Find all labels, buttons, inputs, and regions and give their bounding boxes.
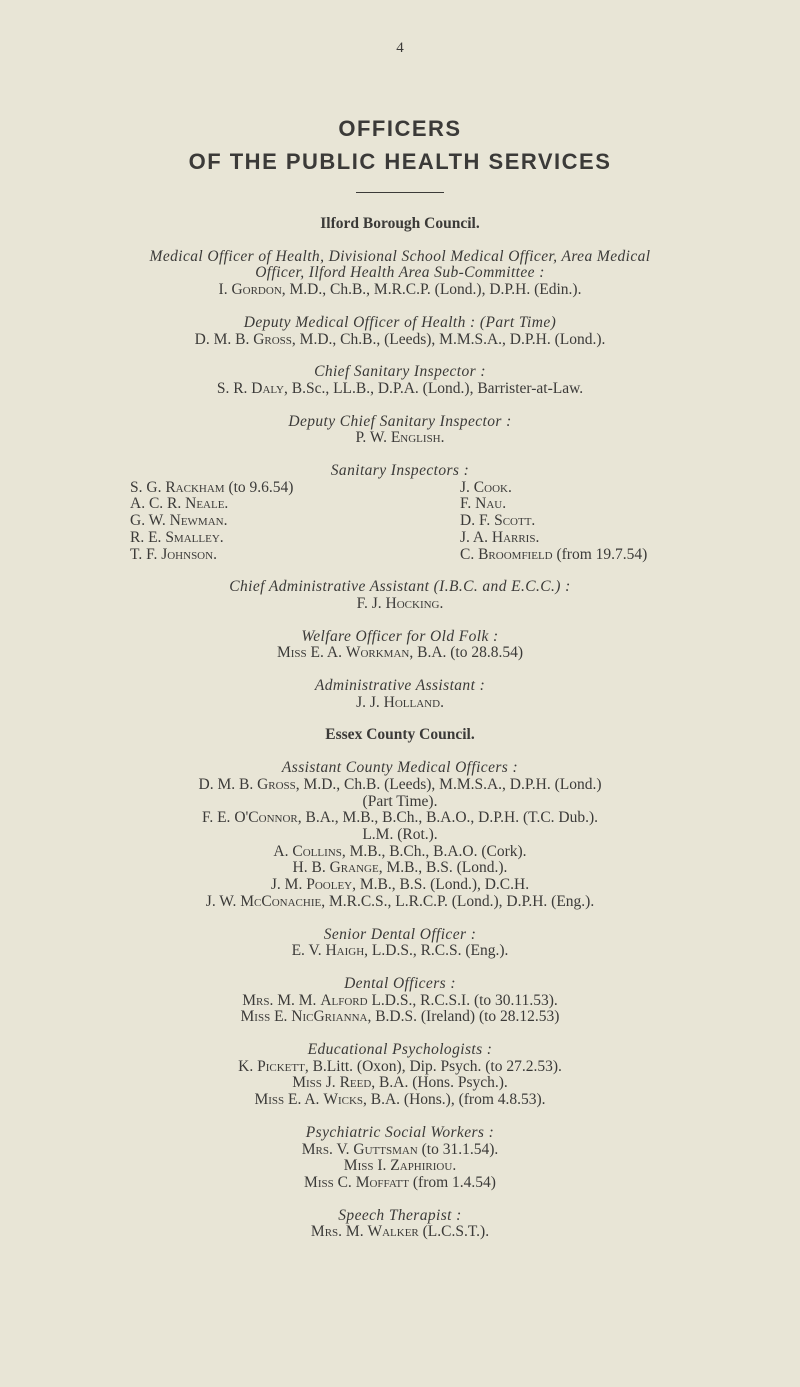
officer-surname: Moffatt [355, 1173, 409, 1191]
officer-text: D. M. B. [198, 775, 258, 793]
officer-text: A. C. R. [130, 495, 186, 513]
officer-text: . [439, 594, 444, 612]
officer-surname: McConachie [240, 892, 322, 910]
officer-group [0, 976, 800, 1026]
officer-entry [0, 1092, 800, 1109]
officer-surname: Wicks [323, 1091, 364, 1109]
officer-entry [0, 794, 800, 811]
officer-surname: Zaphiriou [390, 1157, 453, 1175]
officer-group [0, 678, 800, 711]
officer-entry [0, 894, 800, 911]
officer-surname: Pickett [257, 1057, 305, 1075]
officer-entry [460, 480, 647, 497]
officer-surname: Newman [169, 512, 224, 530]
officer-entry [130, 530, 460, 547]
officer-entry [460, 547, 647, 564]
officer-entry [0, 827, 800, 844]
officer-text: , M.D., Ch.B., (Leeds), M.M.S.A., D.P.H. (Lond.). [291, 330, 606, 348]
officer-entry [130, 496, 460, 513]
officer-entry [0, 844, 800, 861]
officer-text: , M.B., B.S. (Lond.). [378, 859, 508, 877]
officer-surname: Scott [494, 512, 532, 530]
officer-text: T. F. [130, 545, 162, 563]
officer-surname: Mrs [242, 991, 270, 1009]
officer-text: J. W. [205, 892, 241, 910]
officer-surname: Harris [491, 528, 536, 546]
officer-surname: Gordon [231, 281, 282, 299]
officer-text: , M.B., B.S. (Lond.), D.C.H. [352, 876, 530, 894]
officer-text: , B.A. (to 28.8.54) [409, 644, 524, 662]
officer-text: . [224, 495, 229, 513]
officer-text: F. [460, 495, 476, 513]
officer-text: E. V. [291, 942, 326, 960]
officer-entry [0, 877, 800, 894]
officer-text: , B.A. (Hons. Psych.). [371, 1074, 508, 1092]
column [460, 480, 647, 564]
officer-text: (from 1.4.54) [409, 1173, 496, 1191]
divider [356, 192, 444, 193]
officer-surname: Neale [185, 495, 225, 513]
officer-text: . [452, 1157, 457, 1175]
officer-text: . M. [338, 1223, 368, 1241]
officer-text: F. J. [356, 594, 386, 612]
officer-text: C. [333, 1173, 356, 1191]
officer-surname: Mrs [310, 1223, 339, 1241]
officer-surname: Mrs [301, 1140, 329, 1158]
position-title: Administrative Assistant : [314, 677, 486, 695]
officer-text: . [213, 545, 217, 563]
council-heading: Essex County Council. [325, 726, 475, 744]
officer-text: C. [460, 545, 479, 563]
officer-group [0, 249, 800, 299]
officer-text: F. E. [201, 809, 235, 827]
officer-group [0, 927, 800, 960]
officer-entry [0, 860, 800, 877]
officer-text: . [219, 528, 224, 546]
officer-text: , B.A. (Hons.), (from 4.8.53). [363, 1091, 546, 1109]
officer-text: I. [373, 1157, 391, 1175]
officer-entry [0, 332, 800, 349]
page-title [0, 112, 800, 178]
officer-text: J. M. [270, 876, 307, 894]
officer-text: . [531, 512, 536, 530]
officer-text: . M. M. [269, 991, 321, 1009]
officer-entry [0, 810, 800, 827]
officer-group [0, 1208, 800, 1241]
officer-entry [0, 993, 800, 1010]
page-number: 4 [396, 40, 404, 56]
officer-entry [0, 1059, 800, 1076]
officer-text: J. A. [460, 528, 492, 546]
position-title: Speech Therapist : [338, 1206, 462, 1224]
officer-group [0, 579, 800, 612]
position-title: Psychiatric Social Workers : [305, 1123, 495, 1141]
council-heading: Ilford Borough Council. [320, 215, 480, 232]
officer-text: E. A. [284, 1091, 324, 1109]
officer-surname: Miss [292, 1074, 322, 1092]
position-title: Chief Administrative Assistant (I.B.C. and E.C.C.) : [229, 578, 571, 596]
officer-text: (from 19.7.54) [552, 545, 648, 563]
position-title: Sanitary Inspectors : [330, 462, 470, 480]
title-line-2: OF THE PUBLIC HEALTH SERVICES [188, 149, 612, 174]
officer-entry [0, 1009, 800, 1026]
officer-surname: English [390, 429, 441, 447]
officer-surname: Reed [339, 1074, 372, 1092]
position-title: Senior Dental Officer : [323, 925, 477, 943]
officer-text: E. [270, 1008, 292, 1026]
officer-surname: Walker [367, 1223, 419, 1241]
position-title: Officer, Ilford Health Area Sub-Committee : [255, 264, 545, 282]
officer-text: R. E. [130, 528, 166, 546]
officer-group [0, 1042, 800, 1109]
officer-text: , L.D.S., R.C.S. (Eng.). [364, 942, 509, 960]
officer-group [0, 760, 800, 910]
officer-text: . [502, 495, 507, 513]
officer-text: , M.R.C.S., L.R.C.P. (Lond.), D.P.H. (Eng.). [321, 892, 595, 910]
officer-group [0, 414, 800, 447]
two-column-list [0, 480, 800, 564]
officer-entry [0, 381, 800, 398]
officer-surname: Cook [473, 478, 508, 496]
officer-surname: Broomfield [478, 545, 553, 563]
officer-surname: Miss [276, 644, 307, 662]
officer-text: H. B. [292, 859, 330, 877]
officer-surname: O'Connor [234, 809, 298, 827]
officer-surname: Miss [240, 1008, 271, 1026]
officer-entry [0, 1075, 800, 1092]
position-title: Dental Officers : [344, 974, 456, 992]
officer-group [0, 364, 800, 397]
officers-list [0, 216, 800, 1241]
position-title: Deputy Chief Sanitary Inspector : [288, 412, 512, 430]
officer-text: D. M. B. [194, 330, 254, 348]
officer-surname: Guttsman [353, 1140, 418, 1158]
officer-text: (to 31.1.54). [417, 1140, 499, 1158]
officer-text: , M.D., Ch.B., M.R.C.P. (Lond.), D.P.H. (Edin.). [281, 281, 582, 299]
officer-text: I. [218, 281, 232, 299]
position-title: Medical Officer of Health, Divisional School Medical Officer, Area Medical [149, 247, 651, 265]
officer-entry [0, 1158, 800, 1175]
officer-group [0, 1125, 800, 1192]
officer-surname: Miss [254, 1091, 285, 1109]
officer-text: S. G. [130, 478, 166, 496]
officer-text: , B.D.S. (Ireland) (to 28.12.53) [367, 1008, 560, 1026]
officer-text: . [440, 429, 445, 447]
officer-text: . [223, 512, 228, 530]
officer-text: . [440, 693, 444, 711]
position-title: Chief Sanitary Inspector : [314, 363, 486, 381]
officer-surname: Johnson [161, 545, 214, 563]
officer-surname: Smalley [165, 528, 220, 546]
position-title: Assistant County Medical Officers : [281, 759, 519, 777]
officer-entry [130, 513, 460, 530]
officer-entry [0, 1175, 800, 1192]
officer-text: J. [321, 1074, 340, 1092]
officer-entry [460, 513, 647, 530]
officer-surname: Hocking [385, 594, 440, 612]
officer-entry [460, 496, 647, 513]
officer-entry [0, 943, 800, 960]
officer-entry [0, 1224, 800, 1241]
officer-text: . [535, 528, 540, 546]
officer-text: L.D.S., R.C.S.I. (to 30.11.53). [367, 991, 558, 1009]
officer-text: A. [273, 842, 293, 860]
officer-entry [460, 530, 647, 547]
officer-text: J. J. [356, 693, 384, 711]
officer-surname: Miss [343, 1157, 374, 1175]
officer-surname: Haigh [325, 942, 365, 960]
officer-surname: Workman [345, 644, 410, 662]
officer-text: , B.Litt. (Oxon), Dip. Psych. (to 27.2.53). [304, 1057, 562, 1075]
officer-group [0, 315, 800, 348]
position-title: Educational Psychologists : [307, 1041, 493, 1059]
position-title: Welfare Officer for Old Folk : [301, 627, 499, 645]
officer-text: K. [238, 1057, 258, 1075]
position-title: Deputy Medical Officer of Health : (Part Time) [243, 313, 557, 331]
officer-entry [0, 695, 800, 712]
officer-text: D. F. [460, 512, 495, 530]
officer-surname: Gross [257, 775, 296, 793]
officer-text: G. W. [130, 512, 170, 530]
officer-text: , M.B., B.Ch., B.A.O. (Cork). [341, 842, 527, 860]
officer-text: P. W. [355, 429, 391, 447]
officer-entry [0, 430, 800, 447]
officer-text: (L.C.S.T.). [418, 1223, 490, 1241]
officer-text: , B.Sc., LL.B., D.P.A. (Lond.), Barrister-at-Law. [284, 379, 584, 397]
officer-text: S. R. [216, 379, 252, 397]
officer-surname: Collins [292, 842, 342, 860]
officer-surname: Rackham [165, 478, 225, 496]
officer-text: J. [460, 478, 474, 496]
officer-text: L.M. (Rot.). [362, 825, 438, 843]
officer-entry [0, 1142, 800, 1159]
officer-surname: Miss [304, 1173, 334, 1191]
officer-surname: Nau [475, 495, 503, 513]
officer-surname: Gross [253, 330, 292, 348]
officer-surname: Grange [329, 859, 379, 877]
officer-surname: Alford [320, 991, 368, 1009]
officer-text: , B.A., M.B., B.Ch., B.A.O., D.P.H. (T.C. Dub.). [297, 809, 599, 827]
officer-text: (to 9.6.54) [224, 478, 294, 496]
officer-surname: Daly [251, 379, 284, 397]
officer-entry [0, 282, 800, 299]
officer-entry [130, 547, 460, 564]
officer-text: , M.D., Ch.B. (Leeds), M.M.S.A., D.P.H. (Lond.) [295, 775, 602, 793]
officer-surname: Pooley [306, 876, 353, 894]
column [130, 480, 460, 564]
officer-entry [0, 596, 800, 613]
officer-group [0, 629, 800, 662]
officer-entry [130, 480, 460, 497]
officer-surname: Holland [383, 693, 441, 711]
officer-text: . [507, 478, 512, 496]
officer-text: (Part Time). [362, 792, 438, 810]
officer-text: . V. [328, 1140, 354, 1158]
officer-entry [0, 645, 800, 662]
officer-entry [0, 777, 800, 794]
officer-group [0, 463, 800, 563]
title-line-1: OFFICERS [338, 116, 462, 141]
officer-text: E. A. [306, 644, 346, 662]
officer-surname: NicGrianna [291, 1008, 368, 1026]
